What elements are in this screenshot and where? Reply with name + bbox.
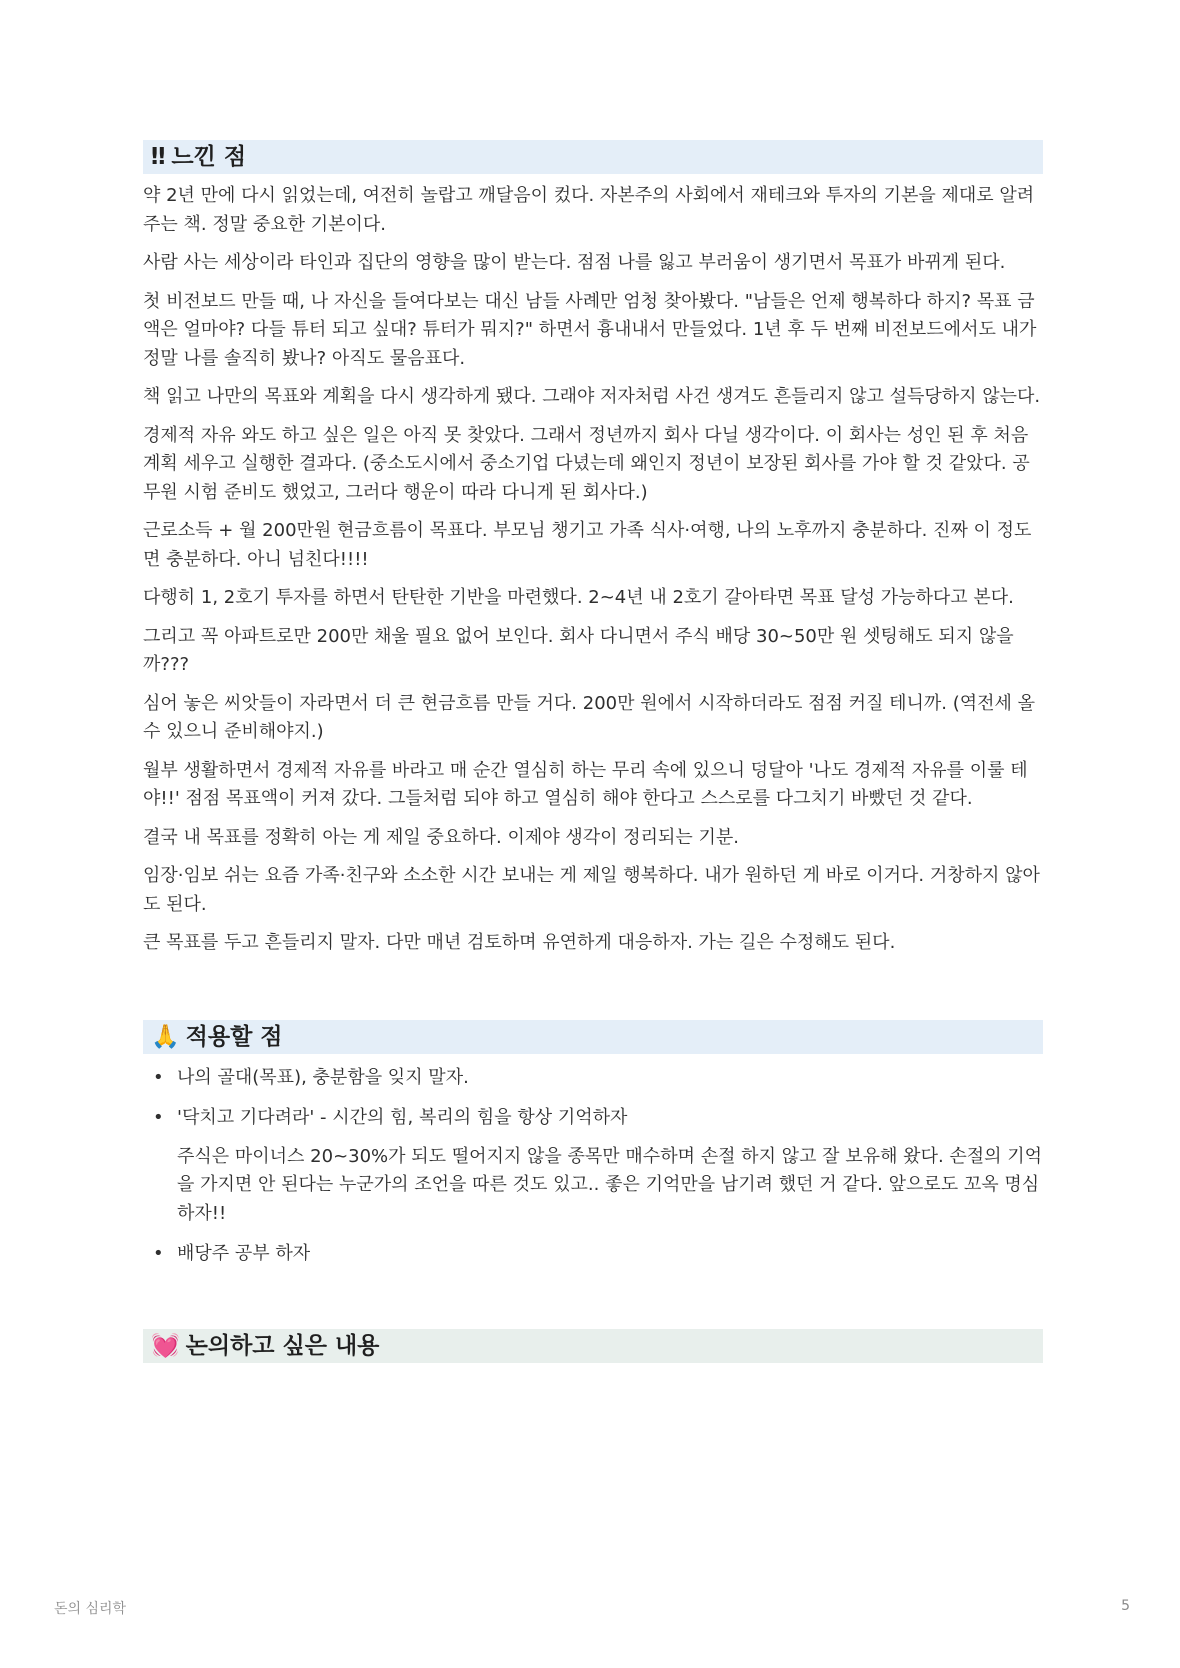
list-item-text: 배당주 공부 하자	[177, 1243, 311, 1264]
felt-paragraph: 근로소득 + 월 200만원 현금흐름이 목표다. 부모님 챙기고 가족 식사·여행, 나의 노후까지 충분하다. 진짜 이 정도면 충분하다. 아니 넘친다!!!!	[143, 520, 1032, 570]
section-spacer	[143, 1281, 1043, 1329]
beating-heart-icon: 💓	[151, 1332, 180, 1359]
felt-paragraph: 경제적 자유 와도 하고 싶은 일은 아직 못 찾았다. 그래서 정년까지 회사 다닐 생각이다. 이 회사는 성인 된 후 처음 계획 세우고 실행한 결과다. (중소도시에서 중소기업 다녔는데 왜인지 정년이 보장된 회사를 가야 할 것 같았다. 공무원 시험 준비도 했었고, 그러다 행운이 따라 다니게 된 회사다.)	[143, 424, 1030, 503]
bullet-icon: •	[153, 1243, 164, 1264]
footer-book-title: 돈의 심리학	[54, 1601, 127, 1617]
felt-paragraph: 책 읽고 나만의 목표와 계획을 다시 생각하게 됐다. 그래야 저자처럼 사건 생겨도 흔들리지 않고 설득당하지 않는다.	[143, 386, 1041, 407]
double-exclamation-icon: ‼	[151, 144, 166, 170]
list-item-text: '닥치고 기다려라' - 시간의 힘, 복리의 힘을 항상 기억하자	[177, 1107, 628, 1128]
felt-paragraph: 심어 놓은 씨앗들이 자라면서 더 큰 현금흐름 만들 거다. 200만 원에서 시작하더라도 점점 커질 테니까. (역전세 올 수 있으니 준비해야지.)	[143, 692, 1036, 742]
felt-paragraph: 그리고 꼭 아파트로만 200만 채울 필요 없어 보인다. 회사 다니면서 주식 배당 30~50만 원 셋팅해도 되지 않을까???	[143, 625, 1014, 675]
felt-paragraph: 다행히 1, 2호기 투자를 하면서 탄탄한 기반을 마련했다. 2~4년 내 2호기 갈아타면 목표 달성 가능하다고 본다.	[143, 587, 1014, 608]
folded-hands-icon: 🙏	[151, 1023, 180, 1050]
list-item	[143, 1064, 1043, 1093]
footer-page-number: 5	[1121, 1598, 1130, 1614]
felt-paragraph: 큰 목표를 두고 흔들리지 말자. 다만 매년 검토하며 유연하게 대응하자. 가는 길은 수정해도 된다.	[143, 932, 896, 953]
list-item-text: 나의 골대(목표), 충분함을 잊지 말자.	[177, 1066, 469, 1088]
bullet-icon: •	[153, 1107, 164, 1128]
section-title-discuss: 논의하고 싶은 내용	[185, 1332, 380, 1359]
section-title-apply: 적용할 점	[185, 1023, 283, 1050]
section-spacer	[143, 968, 1043, 1020]
bullet-icon: •	[153, 1066, 164, 1088]
felt-paragraph: 임장·임보 쉬는 요즘 가족·친구와 소소한 시간 보내는 게 제일 행복하다. 내가 원하던 게 바로 이거다. 거창하지 않아도 된다.	[143, 865, 1040, 915]
apply-list	[143, 1064, 1043, 1269]
felt-paragraph: 결국 내 목표를 정확히 아는 게 제일 중요하다. 이제야 생각이 정리되는 기분.	[143, 826, 740, 848]
section-heading-felt	[143, 140, 1043, 174]
document-body	[143, 140, 1043, 1363]
list-item	[143, 1104, 1043, 1228]
section-title-felt: 느낀 점	[171, 144, 247, 170]
felt-paragraph: 사람 사는 세상이라 타인과 집단의 영향을 많이 받는다. 점점 나를 잃고 부러움이 생기면서 목표가 바뀌게 된다.	[143, 252, 1006, 273]
section-heading-discuss	[143, 1329, 1043, 1363]
felt-paragraph: 첫 비전보드 만들 때, 나 자신을 들여다보는 대신 남들 사례만 엄청 찾아봤다. "남들은 언제 행복하다 하지? 목표 금액은 얼마야? 다들 튜터 되고 싶대? 튜터가 뭐지?" 하면서 흉내내서 만들었다. 1년 후 두 번째 비전보드에서도 내가 정말 나를 솔직히 봤나? 아직도 물음표다.	[143, 290, 1037, 369]
felt-paragraph: 약 2년 만에 다시 읽었는데, 여전히 놀랍고 깨달음이 컸다. 자본주의 사회에서 재테크와 투자의 기본을 제대로 알려주는 책. 정말 중요한 기본이다.	[143, 185, 1035, 235]
felt-paragraph: 월부 생활하면서 경제적 자유를 바라고 매 순간 열심히 하는 무리 속에 있으니 덩달아 '나도 경제적 자유를 이룰 테야!!' 점점 목표액이 커져 갔다. 그들처럼 되야 하고 열심히 해야 한다고 스스로를 다그치기 바빴던 것 같다.	[143, 759, 1028, 809]
section-heading-apply	[143, 1020, 1043, 1054]
list-item-subtext: 주식은 마이너스 20~30%가 되도 떨어지지 않을 종목만 매수하며 손절 하지 않고 잘 보유해 왔다. 손절의 기억을 가지면 안 된다는 누군가의 조언을 따른 것도 있고.. 좋은 기억만을 남기려 했던 거 같다. 앞으로도 꼬옥 명심하자!!	[177, 1145, 1043, 1224]
list-item	[143, 1240, 1043, 1269]
